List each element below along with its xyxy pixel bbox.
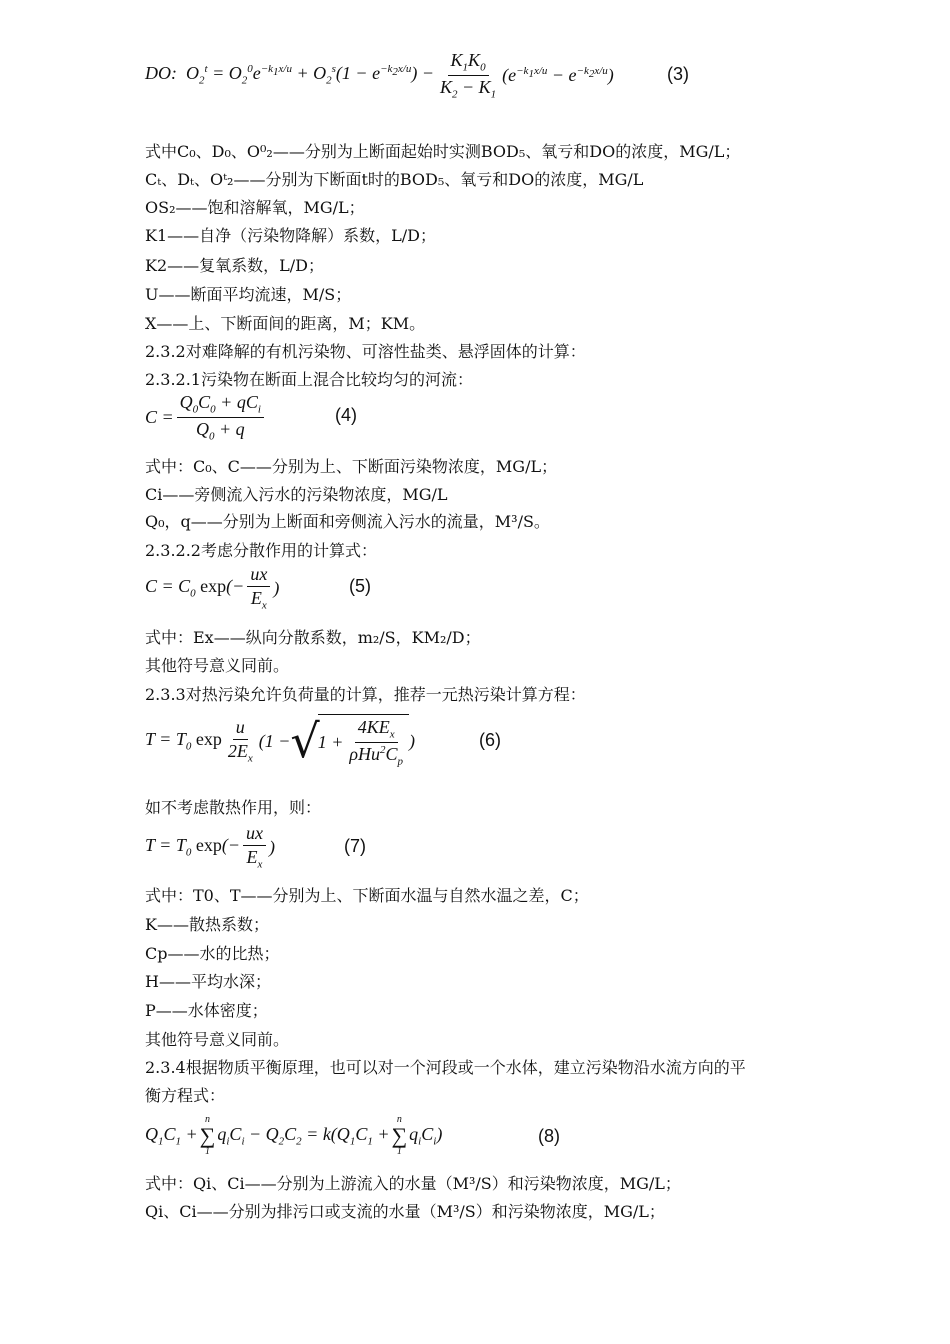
equation-5: $C = C_0$ exp(− $\frac{ux}{E_x}$ ) (145, 564, 280, 612)
section-heading: 2.3.2.1污染物在断面上混合比较均匀的河流： (145, 370, 473, 389)
text-line: Q₀，q——分别为上断面和旁侧流入污水的流量，M³/S。 (145, 512, 550, 531)
equation-3: DO: $O_2^t = O_2^0e^{-k_1x/u} + O_2^s(1 - e^{-k_2x/u})$ − $\frac{K_1K_0}{K_2 - K_1}$ $(e^{-k_1x/u} - e^{-k_2x/u})$ (145, 49, 614, 101)
text-line: Ci——旁侧流入污水的污染物浓度，MG/L (145, 485, 448, 504)
equation-3-number: (3) (667, 64, 689, 84)
text-line: Cₜ、Dₜ、Oᵗ₂——分别为下断面t时的BOD₅、氧亏和DO的浓度，MG/L (145, 170, 644, 189)
text-line: 式中：T0、T——分别为上、下断面水温与自然水温之差，C； (145, 886, 589, 905)
text-line: 式中：C₀、C——分别为上、下断面污染物浓度，MG/L； (145, 457, 558, 476)
equation-6: $T = T_0$ exp $\frac{u}{2E_x}$ (1 − √ 1 + $\frac{4KE_x}{\rho Hu^2C_p}$ ) (145, 714, 415, 768)
text-line: 衡方程式： (145, 1086, 226, 1105)
equation-4-number: (4) (335, 405, 357, 425)
text-line: 式中：Qi、Ci——分别为上游流入的水量（M³/S）和污染物浓度，MG/L； (145, 1174, 681, 1193)
section-heading: 2.3.4根据物质平衡原理，也可以对一个河段或一个水体，建立污染物沿水流方向的平 (145, 1058, 746, 1077)
text-line: 式中：Ex——纵向分散系数，m₂/S，KM₂/D； (145, 628, 481, 647)
text-line: X——上、下断面间的距离，M；KM。 (145, 314, 426, 333)
text-line: H——平均水深； (145, 972, 271, 991)
text-line: 其他符号意义同前。 (145, 1030, 290, 1049)
section-heading: 2.3.3对热污染允许负荷量的计算，推荐一元热污染计算方程： (145, 685, 586, 704)
equation-6-number: (6) (479, 730, 501, 750)
section-heading: 2.3.2.2考虑分散作用的计算式： (145, 541, 377, 560)
text-line: 其他符号意义同前。 (145, 656, 290, 675)
text-line: 如不考虑散热作用，则： (145, 798, 322, 817)
text-line: Cp——水的比热； (145, 944, 280, 963)
text-line: OS₂——饱和溶解氧，MG/L； (145, 198, 365, 217)
equation-8: $Q_1C_1$ + n ∑ 1 $q_iC_i - Q_2C_2 = k(Q_1C_1$ + n ∑ 1 $q_iC_i$) (145, 1114, 443, 1157)
text-line: K1——自净（污染物降解）系数，L/D； (145, 226, 436, 245)
text-line: P——水体密度； (145, 1001, 268, 1020)
section-heading: 2.3.2对难降解的有机污染物、可溶性盐类、悬浮固体的计算： (145, 342, 586, 361)
text-line: K——散热系数； (145, 915, 269, 934)
text-line: 式中C₀、D₀、O⁰₂——分别为上断面起始时实测BOD₅、氧亏和DO的浓度，MG/L； (145, 142, 741, 161)
equation-8-number: (8) (538, 1126, 560, 1146)
text-line: U——断面平均流速，M/S； (145, 285, 352, 304)
text-line: K2——复氧系数，L/D； (145, 256, 324, 275)
equation-4: C = $\frac{Q_0C_0 + qC_i}{Q_0 + q}$ (145, 392, 267, 442)
text-line: Qi、Ci——分别为排污口或支流的水量（M³/S）和污染物浓度，MG/L； (145, 1202, 665, 1221)
equation-5-number: (5) (349, 576, 371, 596)
equation-7-number: (7) (344, 836, 366, 856)
equation-7: $T = T_0$ exp(− $\frac{ux}{E_x}$ ) (145, 823, 275, 871)
